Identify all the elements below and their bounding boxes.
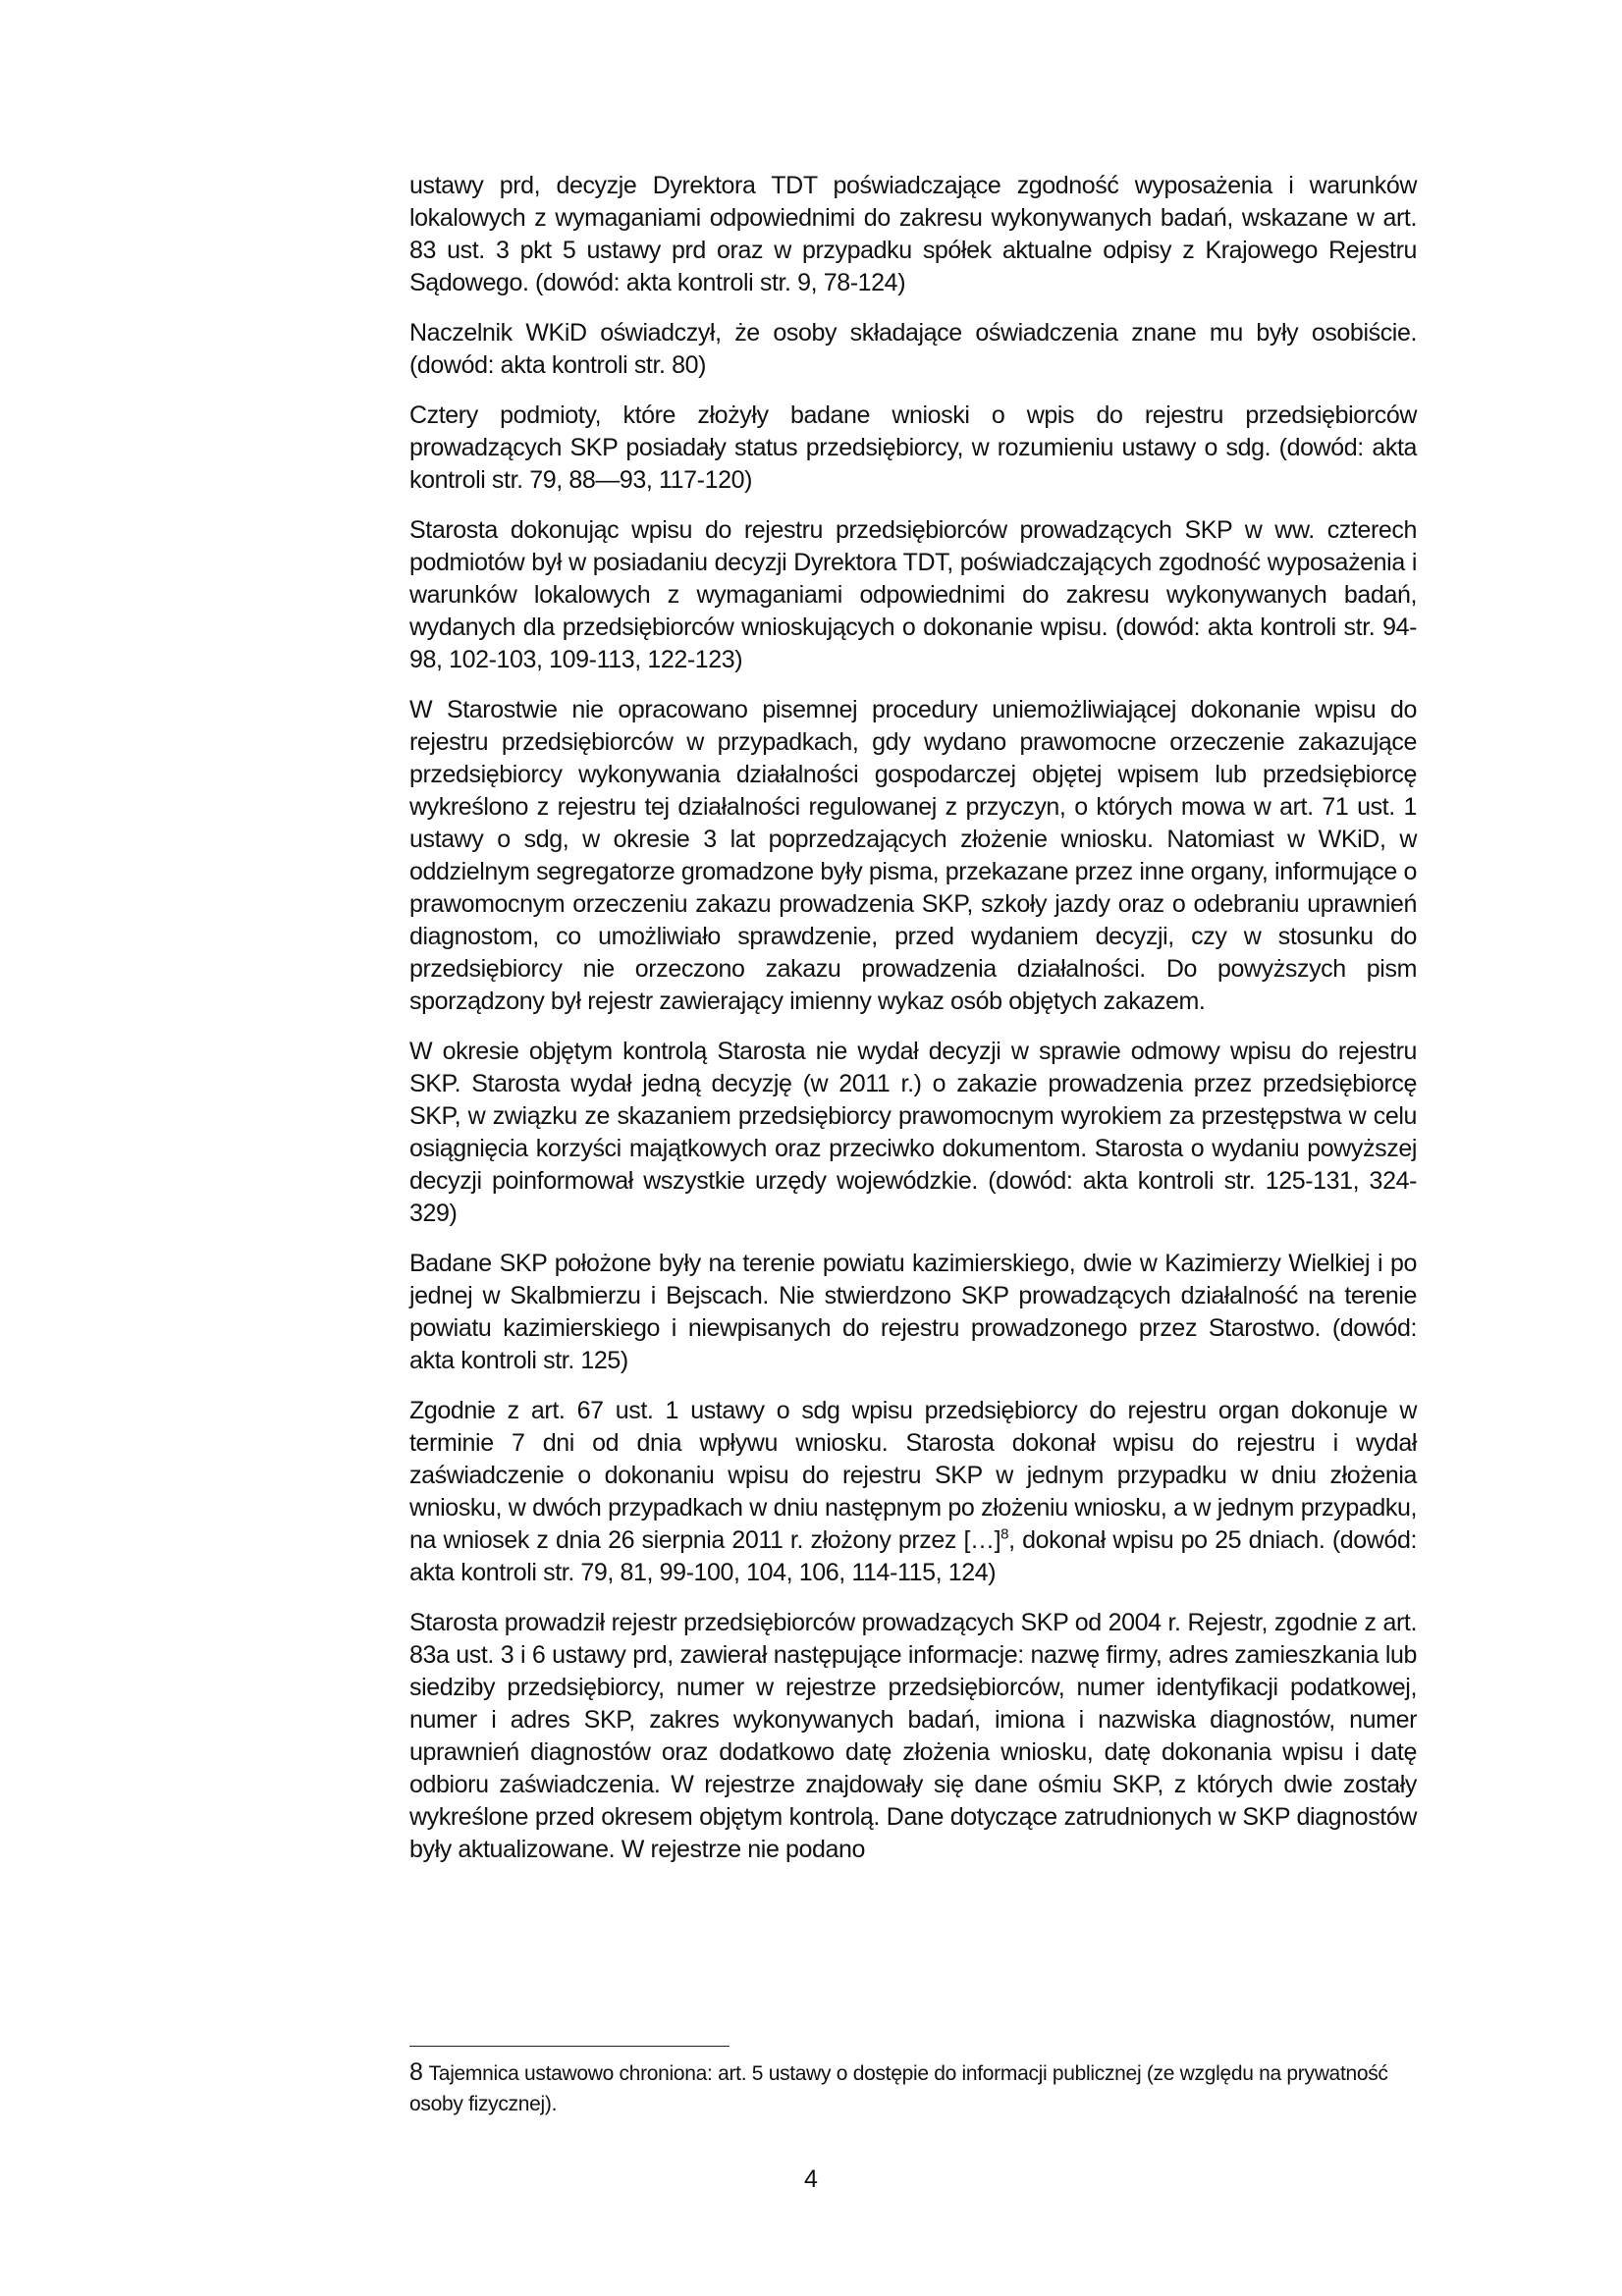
page-number: 4 [804,2165,818,2193]
paragraph-text: Zgodnie z art. 67 ust. 1 ustawy o sdg wpisu przedsiębiorcy do rejestru organ dokonuje w terminie 7 dni od dnia wpływu wniosku. Starosta dokonał wpisu do rejestru i wydał zaświadczenie o dokonaniu wpisu do rejestru SKP w jednym przypadku w dniu złożenia wniosku, w dwóch przypadkach w dniu następnym po złożeniu wniosku, a w jednym przypadku, na wniosek z dnia 26 sierpnia 2011 r. złożony przez […] [409,1397,1417,1554]
paragraph-text: , dokonał wpisu po 25 dniach. (dowód: akta kontroli str. 79, 81, 99-100, 104, 106, 114-115, 124) [409,1526,1417,1586]
paragraph-with-footnote-ref [409,1395,1417,1589]
paragraph: Cztery podmioty, które złożyły badane wnioski o wpis do rejestru przedsiębiorców prowadzących SKP posiadały status przedsiębiorcy, w rozumieniu ustawy o sdg. (dowód: akta kontroli str. 79, 88—93, 117-120) [409,401,1417,494]
paragraph: W okresie objętym kontrolą Starosta nie wydał decyzji w sprawie odmowy wpisu do rejestru SKP. Starosta wydał jedną decyzję (w 2011 r.) o zakazie prowadzenia przez przedsiębiorcę SKP, w związku ze skazaniem przedsiębiorcy prawomocnym wyrokiem za przestępstwa w celu osiągnięcia korzyści majątkowych oraz przeciwko dokumentom. Starosta o wydaniu powyższej decyzji poinformował wszystkie urzędy wojewódzkie. (dowód: akta kontroli str. 125-131, 324-329) [409,1038,1417,1227]
footnote-number: 8 [409,2058,423,2086]
paragraph: Starosta dokonując wpisu do rejestru przedsiębiorców prowadzących SKP w ww. czterech podmiotów był w posiadaniu decyzji Dyrektora TDT, poświadczających zgodność wyposażenia i warunków lokalowych z wymaganiami odpowiednimi do zakresu wykonywanych badań, wydanych dla przedsiębiorców wnioskujących o dokonanie wpisu. (dowód: akta kontroli str. 94-98, 102-103, 109-113, 122-123) [409,516,1417,673]
footnote [409,2057,1391,2119]
paragraph: ustawy prd, decyzje Dyrektora TDT poświadczające zgodność wyposażenia i warunków lokalowych z wymaganiami odpowiednimi do zakresu wykonywanych badań, wskazane w art. 83 ust. 3 pkt 5 ustawy prd oraz w przypadku spółek aktualne odpisy z Krajowego Rejestru Sądowego. (dowód: akta kontroli str. 9, 78-124) [409,172,1417,296]
footnote-divider [409,2046,730,2047]
body-text [409,170,1417,1884]
footnote-reference[interactable]: 8 [1000,1525,1009,1543]
paragraph: Starosta prowadził rejestr przedsiębiorców prowadzących SKP od 2004 r. Rejestr, zgodnie z art. 83a ust. 3 i 6 ustawy prd, zawierał następujące informacje: nazwę firmy, adres zamieszkania lub siedziby przedsiębiorcy, numer w rejestrze przedsiębiorców, numer identyfikacji podatkowej, numer i adres SKP, zakres wykonywanych badań, imiona i nazwiska diagnostów, numer uprawnień diagnostów oraz dodatkowo datę złożenia wniosku, datę dokonania wpisu i datę odbioru zaświadczenia. W rejestrze znajdowały się dane ośmiu SKP, z których dwie zostały wykreślone przed okresem objętym kontrolą. Dane dotyczące zatrudnionych w SKP diagnostów były aktualizowane. W rejestrze nie podano [409,1609,1417,1863]
paragraph: Badane SKP położone były na terenie powiatu kazimierskiego, dwie w Kazimierzy Wielkiej i po jednej w Skalbmierzu i Bejscach. Nie stwierdzono SKP prowadzących działalność na terenie powiatu kazimierskiego i niewpisanych do rejestru prowadzonego przez Starostwo. (dowód: akta kontroli str. 125) [409,1250,1417,1374]
paragraph: W Starostwie nie opracowano pisemnej procedury uniemożliwiającej dokonanie wpisu do rejestru przedsiębiorców w przypadkach, gdy wydano prawomocne orzeczenie zakazujące przedsiębiorcy wykonywania działalności gospodarczej objętej wpisem lub przedsiębiorcę wykreślono z rejestru tej działalności regulowanej z przyczyn, o których mowa w art. 71 ust. 1 ustawy o sdg, w okresie 3 lat poprzedzających złożenie wniosku. Natomiast w WKiD, w oddzielnym segregatorze gromadzone były pisma, przekazane przez inne organy, informujące o prawomocnym orzeczeniu zakazu prowadzenia SKP, szkoły jazdy oraz o odebraniu uprawnień diagnostom, co umożliwiało sprawdzenie, przed wydaniem decyzji, czy w stosunku do przedsiębiorcy nie orzeczono zakazu prowadzenia działalności. Do powyższych pism sporządzony był rejestr zawierający imienny wykaz osób objętych zakazem. [409,696,1417,1015]
footnote-text: Tajemnica ustawowo chroniona: art. 5 ustawy o dostępie do informacji publicznej (ze względu na prywatność osoby fizycznej). [409,2062,1388,2115]
paragraph: Naczelnik WKiD oświadczył, że osoby składające oświadczenia znane mu były osobiście. (dowód: akta kontroli str. 80) [409,319,1417,379]
